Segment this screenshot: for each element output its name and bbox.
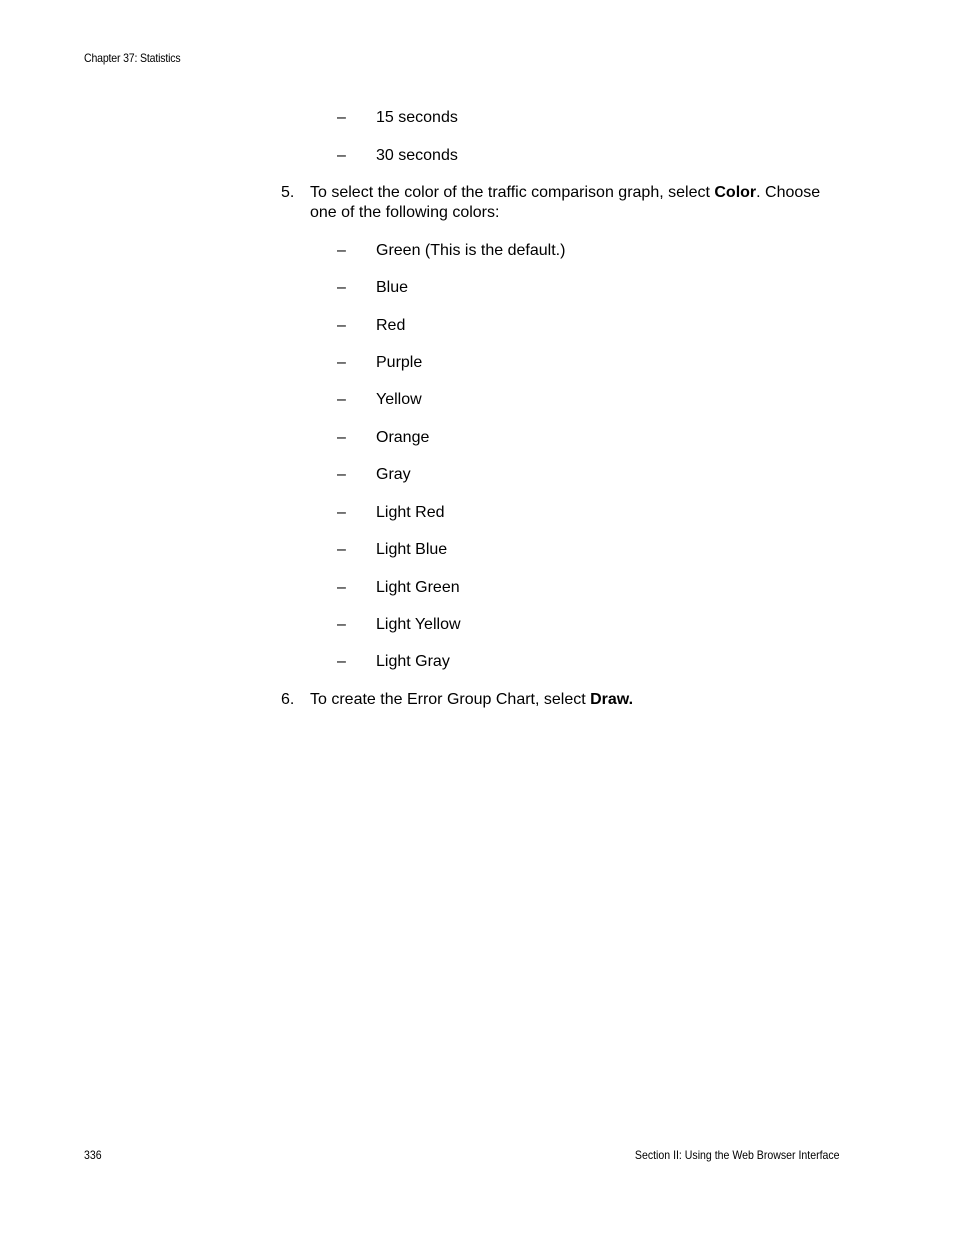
list-dash: – <box>337 579 346 596</box>
list-dash: – <box>337 391 346 408</box>
list-dash: – <box>337 242 346 259</box>
step-text: To create the Error Group Chart, select Draw. <box>310 691 634 708</box>
list-item-label: Yellow <box>376 391 422 408</box>
list-item-label: Light Yellow <box>376 616 461 633</box>
list-dash: – <box>337 504 346 521</box>
page-number: 336 <box>84 1148 102 1162</box>
list-item-label: Light Red <box>376 504 445 521</box>
list-item-label: Orange <box>376 429 430 446</box>
list-dash: – <box>337 429 346 446</box>
list-dash: – <box>337 466 346 483</box>
list-item-label: 15 seconds <box>376 109 458 126</box>
step-number: 6. <box>281 691 295 708</box>
list-dash: – <box>337 616 346 633</box>
list-item-label: Light Green <box>376 579 460 596</box>
list-dash: – <box>337 541 346 558</box>
step-6 <box>281 690 821 710</box>
list-item-label: Red <box>376 317 406 334</box>
list-item-label: Purple <box>376 354 423 371</box>
list-item-label: Light Blue <box>376 541 448 558</box>
list-dash: – <box>337 147 346 164</box>
running-head: Chapter 37: Statistics <box>84 51 181 65</box>
list-item-label: Blue <box>376 279 409 296</box>
list-item-label: 30 seconds <box>376 147 458 164</box>
list-dash: – <box>337 354 346 371</box>
list-item-label: Gray <box>376 466 411 483</box>
list-dash: – <box>337 109 346 126</box>
list-dash: – <box>337 317 346 334</box>
ui-term-color: Color <box>714 184 757 201</box>
ui-term-draw: Draw. <box>590 691 634 708</box>
list-dash: – <box>337 279 346 296</box>
list-item-label: Green (This is the default.) <box>376 242 566 259</box>
step-number: 5. <box>281 184 295 201</box>
list-item-label: Light Gray <box>376 653 450 670</box>
footer-section-title: Section II: Using the Web Browser Interface <box>635 1148 840 1162</box>
step-5 <box>281 183 821 223</box>
list-dash: – <box>337 653 346 670</box>
step-text: To select the color of the traffic comparison graph, select Color. Choose one of the following colors: <box>310 184 821 221</box>
